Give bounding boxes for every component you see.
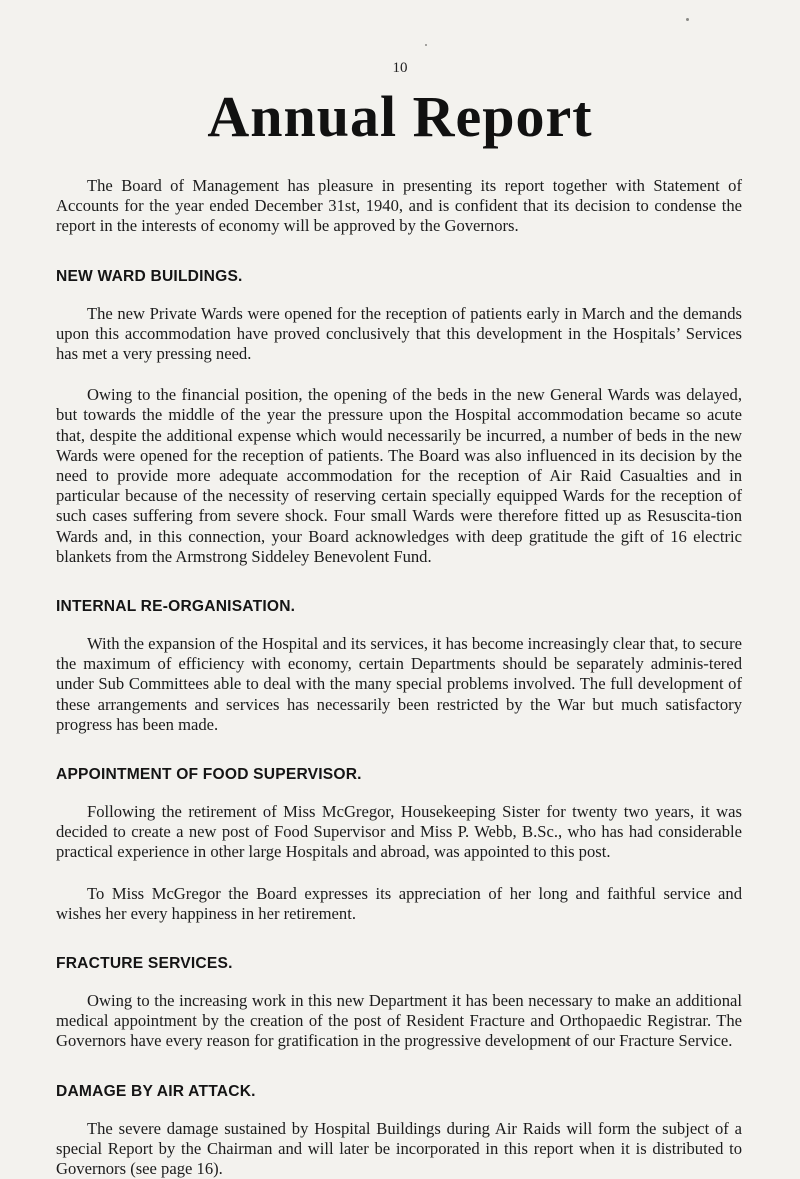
- section-paragraph: With the expansion of the Hospital and its services, it has become increasingly clear that, to secure the maximum of efficiency with economy, certain Departments should be separately adminis-tered under Sub Committees able to deal with the many special problems involved. The full development of these arrangements and services has necessarily been restricted by the War but much satisfactory progress has been made.: [56, 634, 742, 734]
- intro-paragraph: The Board of Management has pleasure in presenting its report together with Statement of Accounts for the year ended December 31st, 1940, and is confident that its decision to condense the report in the interests of economy will be approved by the Governors.: [56, 176, 742, 236]
- section-heading-appointment-of-food-supervisor: APPOINTMENT OF FOOD SUPERVISOR.: [56, 766, 362, 784]
- section-paragraph: To Miss McGregor the Board expresses its appreciation of her long and faithful service and wishes her every happiness in her retirement.: [56, 883, 742, 923]
- section-paragraph: The new Private Wards were opened for the reception of patients early in March and the demands upon this accommodation have proved conclusively that this development in the Hospitals’ Services has met a very pressing need.: [56, 303, 742, 364]
- report-body: [56, 176, 742, 1179]
- section-heading-new-ward-buildings: NEW WARD BUILDINGS.: [56, 267, 243, 285]
- paper-speck: [686, 18, 689, 21]
- page-title: Annual Report: [207, 84, 593, 149]
- section-heading-internal-re-organisation: INTERNAL RE-ORGANISATION.: [56, 598, 296, 616]
- section-heading-damage-by-air-attack: DAMAGE BY AIR ATTACK.: [56, 1082, 256, 1100]
- section-paragraph: The severe damage sustained by Hospital Buildings during Air Raids will form the subject of a special Report by the Chairman and will later be incorporated in this report when it is distributed to Governors (see page 16).: [56, 1118, 742, 1179]
- page-number: 10: [392, 60, 408, 76]
- section-heading-fracture-services: FRACTURE SERVICES.: [56, 955, 233, 973]
- section-paragraph: Owing to the financial position, the opening of the beds in the new General Wards was delayed, but towards the middle of the year the pressure upon the Hospital accommodation became so acute that, despite the additional expense which would necessarily be incurred, a number of beds in the new Wards were opened for the reception of patients. The Board was also influenced in its decision by the need to provide more adequate accommodation for the reception of Air Raid Casualties and in particular because of the necessity of reserving certain specially equipped Wards for the reception of such cases suffering from severe shock. Four small Wards were therefore fitted up as Resuscita-tion Wards and, in this connection, your Board acknowledges with deep gratitude the gift of 16 electric blankets from the Armstrong Siddeley Benevolent Fund.: [56, 385, 742, 566]
- section-paragraph: Following the retirement of Miss McGregor, Housekeeping Sister for twenty two years, it was decided to create a new post of Food Supervisor and Miss P. Webb, B.Sc., who has had considerable practical experience in other large Hospitals and abroad, was appointed to this post.: [56, 802, 742, 862]
- section-paragraph: Owing to the increasing work in this new Department it has been necessary to make an additional medical appointment by the creation of the post of Resident Fracture and Orthopaedic Registrar. The Governors have every reason for gratification in the progressive development of our Fracture Service.: [56, 991, 742, 1051]
- paper-speck: [425, 44, 427, 46]
